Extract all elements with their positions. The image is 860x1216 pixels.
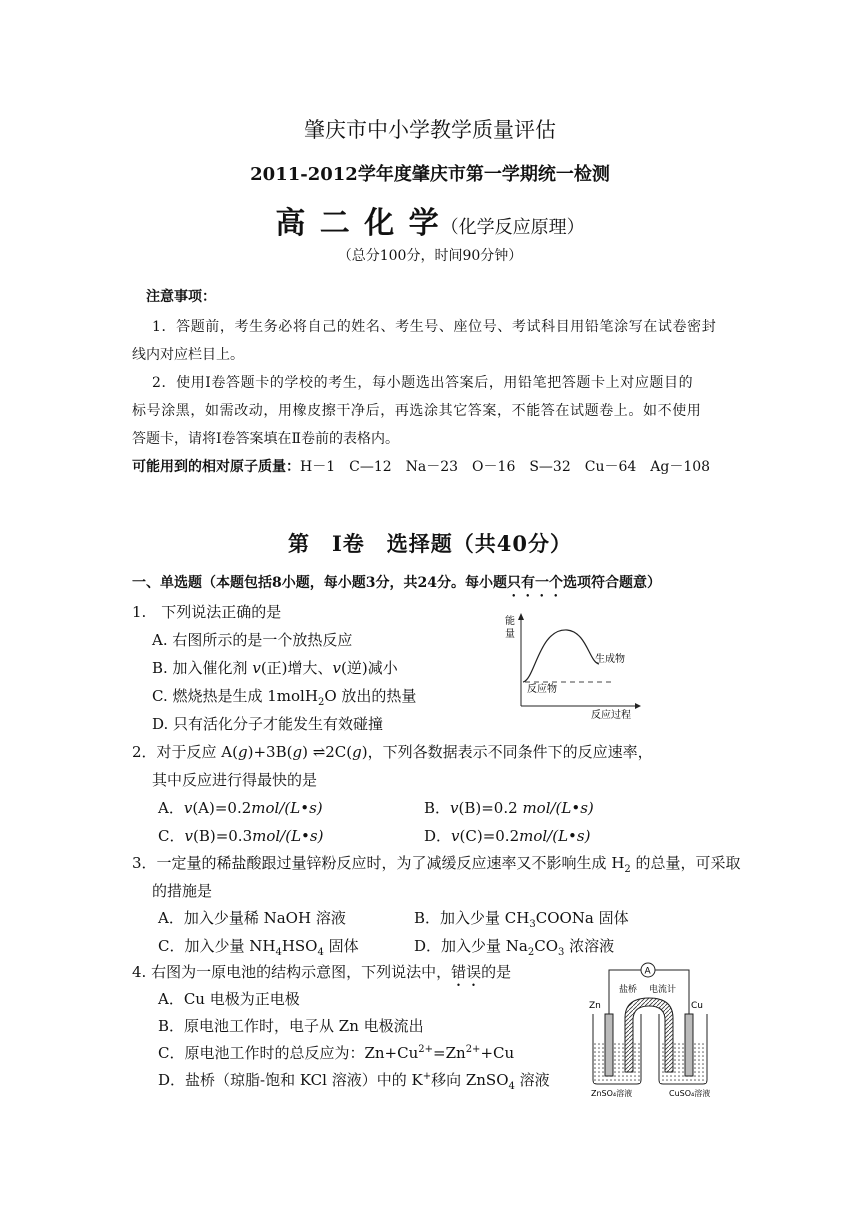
q3-d-tail: 浓溶液 bbox=[564, 937, 615, 955]
q2-b-label: B． bbox=[424, 799, 451, 817]
q4-option-a: A．Cu 电极为正电极 bbox=[158, 990, 300, 1008]
zn-electrode bbox=[605, 1014, 613, 1076]
section1-title: 第 Ⅰ卷 选择题（共40分） bbox=[287, 531, 573, 556]
q2-c-v: v bbox=[184, 827, 193, 845]
notes-heading: 注意事项： bbox=[146, 289, 216, 305]
galvanometer-label: 电流计 bbox=[649, 985, 677, 995]
q3-c-post: HSO bbox=[281, 937, 318, 955]
energy-y-label-1: 能 bbox=[505, 616, 515, 627]
equilibrium-arrow: ⇌ bbox=[312, 743, 326, 761]
q2-a-val: (A)=0.2 bbox=[192, 799, 252, 817]
q2-stem-post: )，下列各数据表示不同条件下的反应速率， bbox=[361, 743, 653, 761]
q3-option-a: A．加入少量稀 NaOH 溶液 bbox=[158, 909, 346, 927]
q2-d-label: D． bbox=[424, 827, 452, 845]
q4-option-c bbox=[158, 1042, 514, 1063]
atomic-masses-values: H－1 C—12 Na－23 O－16 S—32 Cu－64 Ag－108 bbox=[300, 459, 711, 475]
q3-option-d bbox=[414, 935, 614, 958]
header-line1: 肇庆市中小学教学质量评估 bbox=[304, 118, 556, 142]
note2-line3: 答题卡，请将Ⅰ卷答案填在Ⅱ卷前的表格内。 bbox=[132, 431, 400, 447]
q4-stem-post: 的是 bbox=[481, 963, 512, 981]
q3-c-tail: 固体 bbox=[323, 937, 359, 955]
q1-option-c bbox=[152, 685, 416, 708]
q4-option-d bbox=[158, 1069, 550, 1092]
q3-stem-line2: 的措施是 bbox=[152, 882, 213, 900]
q1-c-post: O 放出的热量 bbox=[324, 687, 417, 705]
q2-g1: g bbox=[238, 743, 248, 761]
q1-b-v2: v bbox=[332, 659, 342, 677]
q4-c-post: +Cu bbox=[480, 1044, 515, 1062]
note1-line2: 线内对应栏目上。 bbox=[132, 347, 244, 363]
q2-stem-m1: )+3B( bbox=[247, 743, 293, 761]
q3-stem-pre: 3．一定量的稀盐酸跟过量锌粉反应时，为了减缓反应速率又不影响生成 H bbox=[132, 854, 625, 872]
q2-a-unit: mol/(L•s) bbox=[251, 799, 323, 817]
q1-b-mid1: (正)增大、 bbox=[260, 659, 333, 677]
subject-name: 高 二 化 学 bbox=[275, 206, 441, 241]
energy-x-label: 反应过程 bbox=[591, 710, 631, 720]
product-label: 生成物 bbox=[595, 654, 625, 665]
q1-option-d: D. 只有活化分子才能发生有效碰撞 bbox=[152, 715, 384, 733]
q4-d-tail: 溶液 bbox=[514, 1071, 550, 1089]
part1-title-text: 一、单选题（本题包括8小题，每小题3分，共24分。每小题 bbox=[132, 575, 507, 591]
q2-d-val: (C)=0.2 bbox=[459, 827, 520, 845]
q2-a-label: A． bbox=[158, 799, 184, 817]
q1-stem: 1. 下列说法正确的是 bbox=[132, 603, 282, 621]
q2-d-v: v bbox=[451, 827, 460, 845]
q2-b-unit: mol/(L•s) bbox=[522, 799, 594, 817]
q1-b-mid2: (逆)减小 bbox=[341, 659, 398, 677]
exam-info: （总分100分，时间90分钟） bbox=[337, 248, 523, 264]
ammeter-label: A bbox=[644, 966, 651, 977]
q2-stem-m3: 2C( bbox=[325, 743, 353, 761]
q2-g3: g bbox=[352, 743, 362, 761]
q3-d-sub2: 3 bbox=[558, 947, 565, 958]
q2-stem-line2: 其中反应进行得最快的是 bbox=[152, 771, 318, 789]
q3-b-post: COONa 固体 bbox=[535, 909, 629, 927]
header-line2: 2011-2012学年度肇庆市第一学期统一检测 bbox=[250, 164, 610, 185]
q2-stem bbox=[132, 741, 653, 762]
q3-option-c bbox=[158, 935, 359, 958]
q1-c-pre: C. 燃烧热是生成 1molH bbox=[152, 687, 318, 705]
q2-c-val: (B)=0.3 bbox=[192, 827, 253, 845]
left-solution-label: ZnSO₄溶液 bbox=[591, 1089, 633, 1098]
q2-option-d bbox=[424, 825, 590, 846]
energy-curve bbox=[523, 630, 599, 682]
q2-stem-pre: 2．对于反应 A( bbox=[132, 743, 238, 761]
q2-g2: g bbox=[292, 743, 303, 761]
q3-b-pre: B．加入少量 CH bbox=[414, 909, 530, 927]
subject-note: （化学反应原理） bbox=[440, 217, 585, 238]
cu-electrode bbox=[685, 1014, 693, 1076]
energy-x-arrow bbox=[635, 703, 641, 709]
right-solution-label: CuSO₄溶液 bbox=[669, 1089, 711, 1098]
q2-c-label: C． bbox=[158, 827, 185, 845]
q1-option-a: A. 右图所示的是一个放热反应 bbox=[152, 631, 353, 649]
q3-c-sub2: 4 bbox=[317, 947, 324, 958]
note2-line2: 标号涂黑，如需改动，用橡皮擦干净后，再选涂其它答案，不能答在试题卷上。如不使用 bbox=[132, 403, 702, 419]
part1-title-tail: 选项符合题意） bbox=[562, 575, 661, 591]
q4-d-post: 移向 ZnSO bbox=[431, 1071, 509, 1089]
q1-c-sub: 2 bbox=[317, 697, 325, 708]
part1-title-emphasis: 只有一个 bbox=[506, 575, 563, 591]
q3-c-pre: C．加入少量 NH bbox=[158, 937, 276, 955]
q3-stem-post: 的总量，可采取 bbox=[630, 854, 741, 872]
q4-option-b: B．原电池工作时，电子从 Zn 电极流出 bbox=[158, 1017, 424, 1035]
q3-stem-sub: 2 bbox=[624, 864, 631, 875]
q3-stem bbox=[132, 852, 741, 875]
q4-stem-pre: 4. 右图为一原电池的结构示意图，下列说法中， bbox=[132, 963, 452, 981]
q2-option-a bbox=[158, 797, 323, 818]
q3-b-sub: 3 bbox=[529, 919, 536, 930]
q2-a-v: v bbox=[183, 799, 193, 817]
zn-label: Zn bbox=[589, 1001, 601, 1011]
q2-option-c bbox=[158, 825, 323, 846]
q2-stem-m2: ) bbox=[302, 743, 313, 761]
q3-d-mid: CO bbox=[534, 937, 559, 955]
q4-stem-emphasis: 错误 bbox=[451, 963, 482, 981]
subject-title bbox=[0, 198, 860, 242]
energy-diagram bbox=[505, 610, 655, 720]
q4-d-sup: + bbox=[422, 1071, 432, 1082]
q1-option-b bbox=[152, 657, 398, 678]
atomic-masses-label: 可能用到的相对原子质量： bbox=[132, 459, 300, 475]
q4-c-sup1: 2+ bbox=[418, 1044, 434, 1055]
q2-c-unit: mol/(L•s) bbox=[252, 827, 324, 845]
q4-c-sup2: 2+ bbox=[465, 1044, 481, 1055]
q3-option-b bbox=[414, 907, 629, 930]
q3-d-sub: 2 bbox=[527, 947, 535, 958]
q2-d-unit: mol/(L•s) bbox=[519, 827, 591, 845]
q4-d-pre: D．盐桥（琼脂-饱和 KCl 溶液）中的 K bbox=[158, 1071, 423, 1089]
energy-y-arrow bbox=[518, 613, 524, 620]
q3-c-sub: 4 bbox=[275, 947, 282, 958]
q2-b-val: (B)=0.2 bbox=[458, 799, 523, 817]
cu-label: Cu bbox=[691, 1001, 703, 1011]
note2-line1: 2．使用Ⅰ卷答题卡的学校的考生，每小题选出答案后，用铅笔把答题卡上对应题目的 bbox=[152, 375, 694, 391]
q4-c-pre: C．原电池工作时的总反应为：Zn+Cu bbox=[158, 1044, 419, 1062]
part1-title bbox=[132, 572, 661, 600]
q2-b-v: v bbox=[450, 799, 459, 817]
atomic-masses bbox=[132, 456, 710, 476]
q4-stem bbox=[132, 961, 511, 990]
reactant-label: 反应物 bbox=[527, 684, 557, 695]
q1-b-pre: B. 加入催化剂 bbox=[152, 659, 253, 677]
salt-bridge bbox=[625, 998, 673, 1072]
q4-c-mid: =Zn bbox=[433, 1044, 466, 1062]
q2-option-b bbox=[424, 797, 594, 818]
q1-b-v1: v bbox=[252, 659, 261, 677]
galvanic-cell-diagram bbox=[585, 962, 735, 1100]
note1-line1: 1．答题前，考生务必将自己的姓名、考生号、座位号、考试科目用铅笔涂写在试卷密封 bbox=[152, 319, 717, 335]
salt-bridge-label: 盐桥 bbox=[619, 985, 638, 995]
energy-y-label-2: 量 bbox=[505, 629, 515, 640]
q4-d-sub: 4 bbox=[508, 1081, 515, 1092]
q3-d-pre: D．加入少量 Na bbox=[414, 937, 528, 955]
